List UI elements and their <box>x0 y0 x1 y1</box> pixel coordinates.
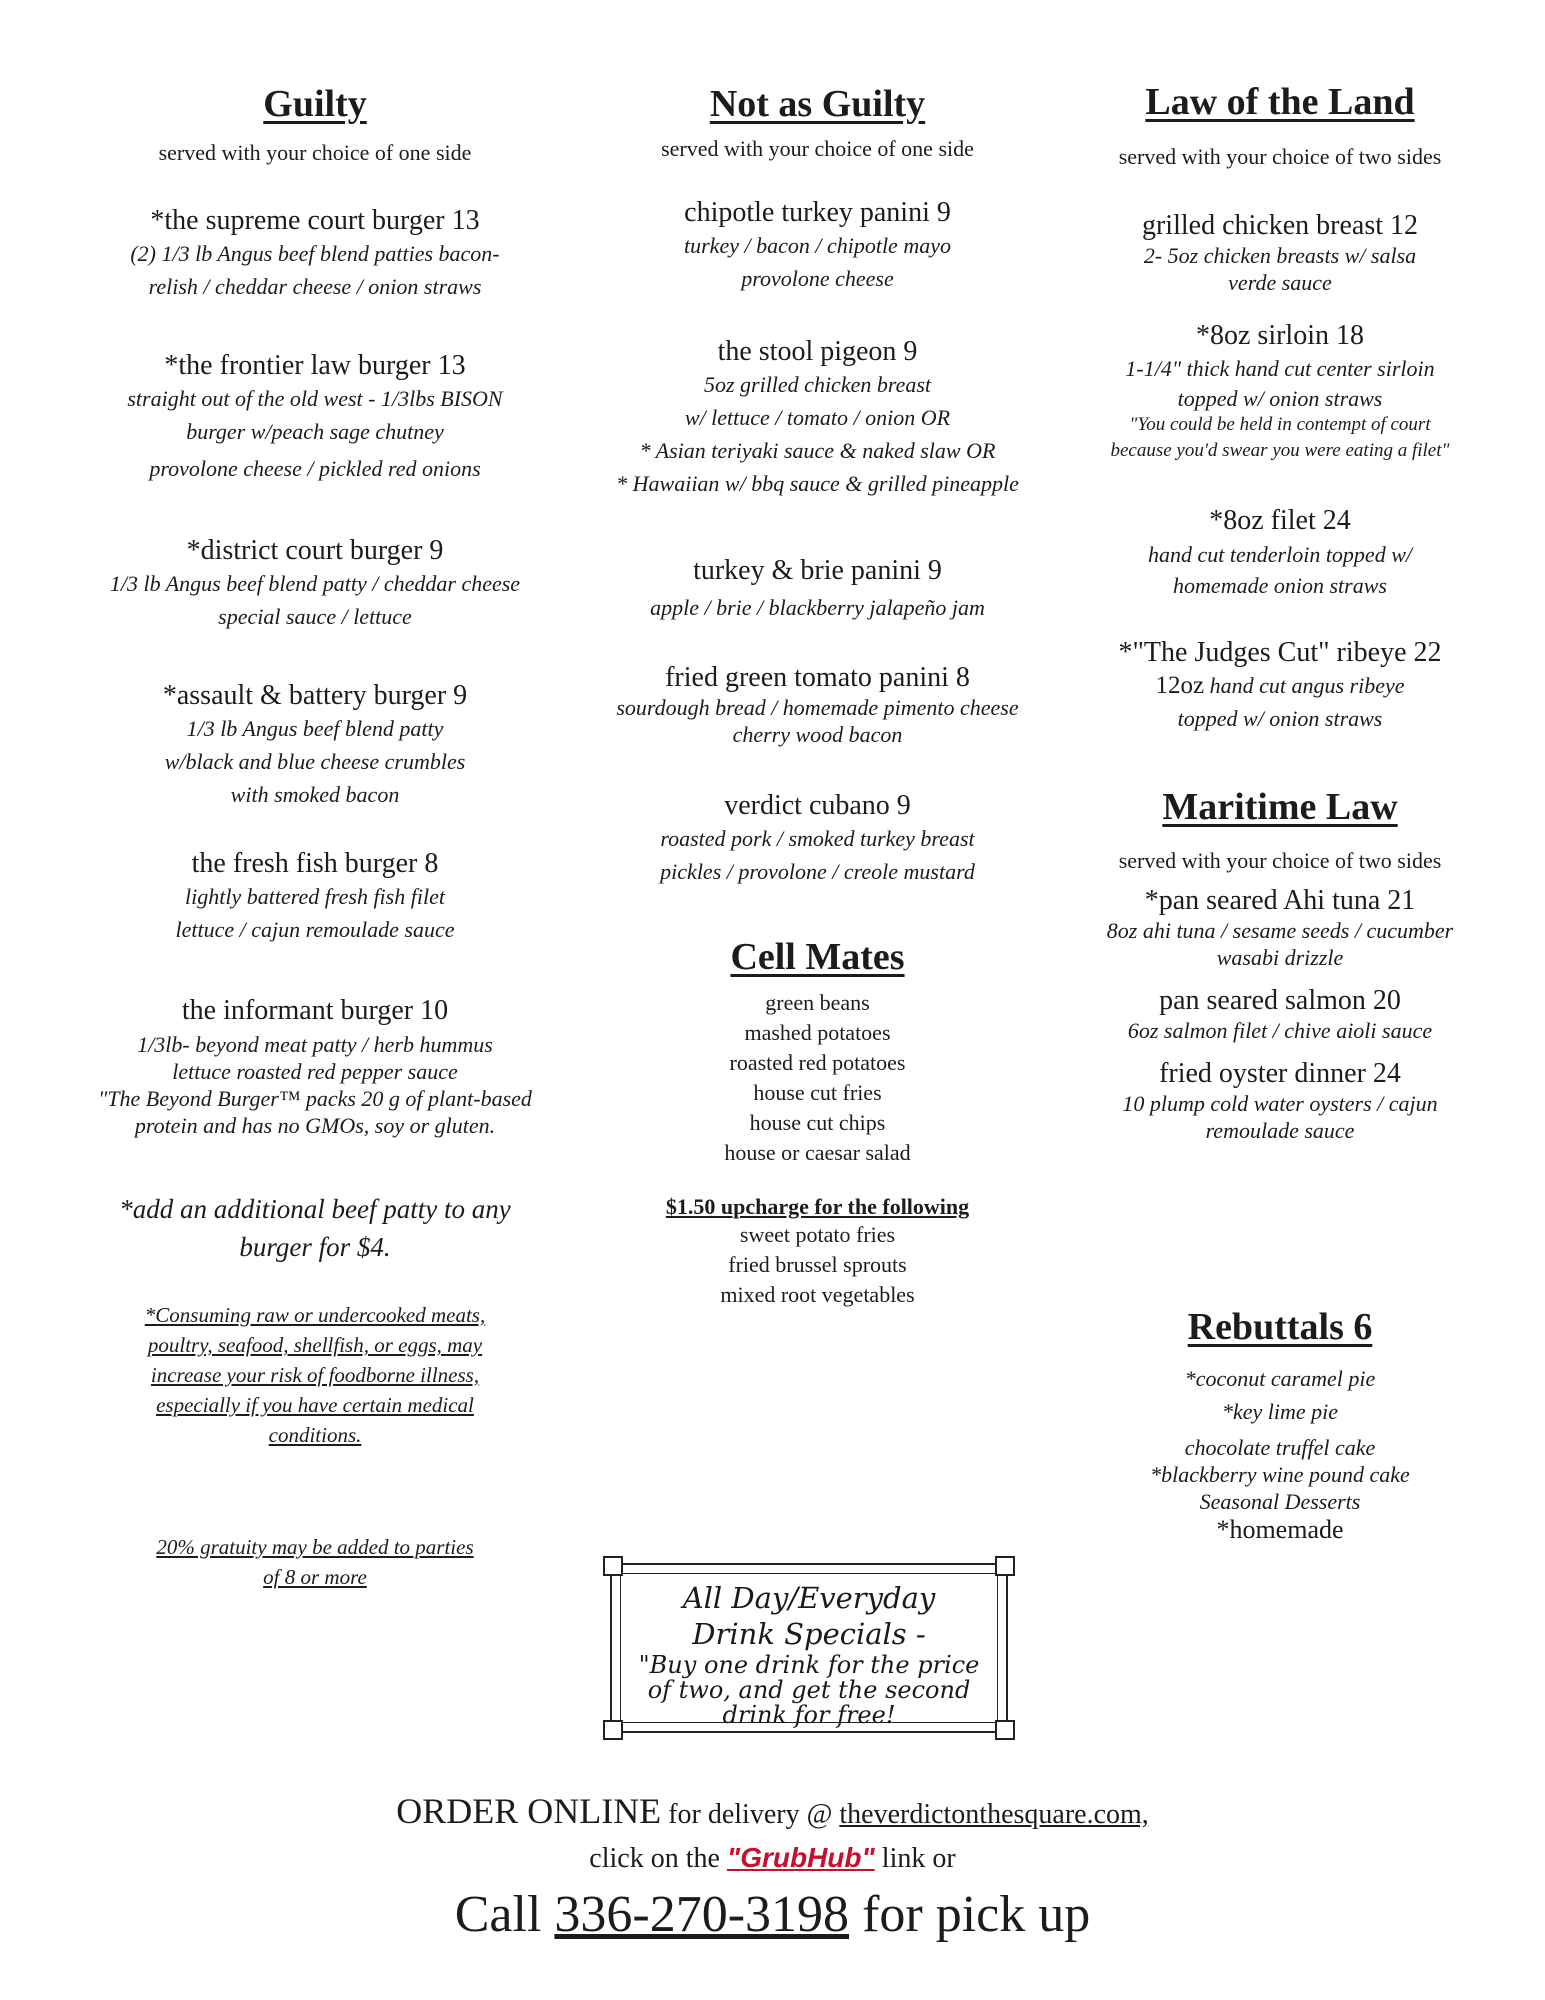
item-desc: with smoked bacon <box>230 782 400 807</box>
item-name: *pan seared Ahi tuna 21 <box>1144 885 1416 916</box>
menu-item <box>1060 320 1500 464</box>
item-desc: * Asian teriyaki sauce & naked slaw OR <box>639 438 996 463</box>
not-guilty-column <box>565 0 1070 1320</box>
item-desc-text: hand cut angus ribeye <box>1204 673 1405 698</box>
item-desc: (2) 1/3 lb Angus beef blend patties bacon- <box>130 241 500 266</box>
item-desc: 1/3lb- beyond meat patty / herb hummus <box>137 1032 493 1057</box>
item-name: fried green tomato panini 8 <box>665 662 970 693</box>
item-name: the fresh fish burger 8 <box>191 848 439 879</box>
disclaimer-line: *Consuming raw or undercooked meats, <box>144 1303 486 1327</box>
dessert-item: *coconut caramel pie <box>1184 1366 1376 1391</box>
menu-item <box>1060 637 1500 735</box>
disclaimer-line: especially if you have certain medical <box>156 1393 474 1417</box>
menu-item <box>70 848 560 946</box>
side-item: roasted red potatoes <box>729 1050 906 1075</box>
item-desc: wasabi drizzle <box>1216 945 1344 970</box>
call-line <box>0 1885 1545 1944</box>
item-desc: relish / cheddar cheese / onion straws <box>148 274 482 299</box>
item-desc: 2- 5oz chicken breasts w/ salsa <box>1143 243 1417 268</box>
item-name: *district court burger 9 <box>186 535 444 566</box>
menu-item <box>1060 210 1500 296</box>
item-name: turkey & brie panini 9 <box>693 555 942 586</box>
item-desc: straight out of the old west - 1/3lbs BISON <box>127 386 503 411</box>
side-item: green beans <box>765 990 870 1015</box>
item-name: verdict cubano 9 <box>724 790 911 821</box>
note-line: burger for $4. <box>239 1232 391 1262</box>
item-desc: roasted pork / smoked turkey breast <box>660 826 975 851</box>
item-desc: topped w/ onion straws <box>1177 386 1383 411</box>
law-land-heading: Law of the Land <box>1145 81 1415 123</box>
disclaimer-line: conditions. <box>268 1423 362 1447</box>
extra-patty-note <box>70 1190 560 1266</box>
side-item: mashed potatoes <box>744 1020 891 1045</box>
item-name: *the supreme court burger 13 <box>150 205 480 236</box>
gratuity-line: of 8 or more <box>263 1565 367 1589</box>
item-desc: special sauce / lettuce <box>218 604 412 629</box>
menu-item <box>1060 1058 1500 1144</box>
item-name: chipotle turkey panini 9 <box>684 197 951 228</box>
item-desc: turkey / bacon / chipotle mayo <box>684 233 951 258</box>
call-label: Call <box>454 1886 555 1943</box>
dessert-item: *blackberry wine pound cake <box>1150 1462 1410 1487</box>
grubhub-text: link or <box>874 1843 956 1874</box>
drink-offer-line: drink for free! <box>722 1701 896 1729</box>
item-desc: 1/3 lb Angus beef blend patty <box>186 716 444 741</box>
item-desc: w/black and blue cheese crumbles <box>164 749 466 774</box>
not-guilty-heading: Not as Guilty <box>709 83 926 125</box>
menu-item <box>70 995 560 1139</box>
side-item: house or caesar salad <box>724 1140 911 1165</box>
dessert-item: *key lime pie <box>1221 1399 1339 1424</box>
item-name: grilled chicken breast 12 <box>1141 210 1418 241</box>
item-name: *the frontier law burger 13 <box>164 350 466 381</box>
order-online-text: for delivery @ <box>661 1799 840 1830</box>
item-desc: * Hawaiian w/ bbq sauce & grilled pineapple <box>616 471 1019 496</box>
item-desc: verde sauce <box>1228 270 1332 295</box>
menu-item <box>70 680 560 811</box>
note-line: *add an additional beef patty to any <box>119 1194 511 1224</box>
item-desc: sourdough bread / homemade pimento cheese <box>616 695 1019 720</box>
desserts-list <box>1060 1362 1500 1545</box>
item-desc: burger w/peach sage chutney <box>186 419 444 444</box>
side-item: mixed root vegetables <box>720 1282 915 1307</box>
item-name: *8oz filet 24 <box>1209 505 1351 536</box>
item-desc: remoulade sauce <box>1205 1118 1355 1143</box>
item-desc: 8oz ahi tuna / sesame seeds / cucumber <box>1106 918 1454 943</box>
gratuity-note <box>70 1532 560 1592</box>
disclaimer-line: increase your risk of foodborne illness, <box>150 1363 480 1387</box>
frame-corner-ornament <box>995 1556 1015 1576</box>
item-desc: apple / brie / blackberry jalapeño jam <box>650 595 985 620</box>
menu-item <box>70 350 560 485</box>
item-desc: lettuce roasted red pepper sauce <box>172 1059 458 1084</box>
item-desc: 10 plump cold water oysters / cajun <box>1122 1091 1438 1116</box>
item-desc: "The Beyond Burger™ packs 20 g of plant-based <box>98 1086 532 1111</box>
side-item: house cut chips <box>749 1110 886 1135</box>
upcharge-heading: $1.50 upcharge for the following <box>665 1194 970 1219</box>
drink-specials-box <box>610 1563 1008 1733</box>
item-name: *assault & battery burger 9 <box>162 680 468 711</box>
homemade-note: *homemade <box>1216 1515 1344 1544</box>
item-desc: hand cut tenderloin topped w/ <box>1148 542 1412 567</box>
drink-headline: Drink Specials - <box>692 1617 926 1651</box>
menu-item <box>1060 885 1500 971</box>
item-desc: 6oz salmon filet / chive aioli sauce <box>1127 1018 1433 1043</box>
side-item: house cut fries <box>753 1080 882 1105</box>
item-desc: cherry wood bacon <box>732 722 903 747</box>
item-name: fried oyster dinner 24 <box>1159 1058 1401 1089</box>
item-name: pan seared salmon 20 <box>1159 985 1401 1016</box>
item-name: the informant burger 10 <box>181 995 449 1026</box>
item-desc: w/ lettuce / tomato / onion OR <box>684 405 951 430</box>
website-link[interactable]: theverdictonthesquare.com, <box>839 1799 1149 1830</box>
menu-item <box>565 662 1070 748</box>
not-guilty-subtitle: served with your choice of one side <box>661 136 974 161</box>
grubhub-text: click on the <box>589 1843 727 1874</box>
item-desc: homemade onion straws <box>1173 573 1387 598</box>
drink-offer-line: "Buy one drink for the price <box>638 1651 980 1679</box>
drink-offer <box>612 1653 1006 1728</box>
gratuity-line: 20% gratuity may be added to parties <box>156 1535 474 1559</box>
upcharge-sides <box>565 1194 1070 1310</box>
item-quote: because you'd swear you were eating a filet" <box>1110 440 1450 461</box>
menu-item <box>565 790 1070 888</box>
drink-offer-line: of two, and get the second <box>647 1676 971 1704</box>
side-item: sweet potato fries <box>739 1222 896 1247</box>
menu-item <box>565 197 1070 295</box>
grubhub-line <box>0 1842 1545 1875</box>
menu-item <box>1060 985 1500 1044</box>
maritime-heading: Maritime Law <box>1162 786 1398 828</box>
raw-food-disclaimer <box>70 1300 560 1450</box>
frame-corner-ornament <box>603 1556 623 1576</box>
dessert-item: Seasonal Desserts <box>1199 1489 1361 1514</box>
item-desc: 1/3 lb Angus beef blend patty / cheddar cheese <box>109 571 521 596</box>
menu-item <box>1060 505 1500 599</box>
cell-mates-heading: Cell Mates <box>730 936 905 978</box>
order-online-line <box>0 1790 1545 1832</box>
menu-item <box>565 555 1070 624</box>
item-desc <box>1060 669 1500 702</box>
order-online-label: ORDER ONLINE <box>396 1791 662 1831</box>
guilty-heading: Guilty <box>263 83 367 125</box>
law-land-column <box>1060 0 1500 1580</box>
item-desc: protein and has no GMOs, soy or gluten. <box>134 1113 496 1138</box>
weight-label: 12oz <box>1155 672 1205 699</box>
drink-headline: All Day/Everyday <box>682 1581 936 1615</box>
item-desc: provolone cheese <box>741 266 894 291</box>
menu-item <box>565 336 1070 500</box>
item-name: *8oz sirloin 18 <box>1196 320 1364 351</box>
dessert-item: chocolate truffel cake <box>1184 1435 1376 1460</box>
menu-item <box>70 535 560 633</box>
guilty-column <box>70 0 560 1620</box>
rebuttals-heading: Rebuttals 6 <box>1187 1306 1373 1348</box>
law-land-subtitle: served with your choice of two sides <box>1118 144 1442 169</box>
grubhub-link[interactable]: "GrubHub" <box>726 1842 875 1873</box>
item-quote: "You could be held in contempt of court <box>1129 414 1431 435</box>
pickup-label: for pick up <box>849 1886 1091 1943</box>
sides-list <box>565 988 1070 1168</box>
item-desc: lightly battered fresh fish filet <box>185 884 445 909</box>
guilty-subtitle: served with your choice of one side <box>158 140 472 165</box>
item-desc: lettuce / cajun remoulade sauce <box>175 917 455 942</box>
disclaimer-line: poultry, seafood, shellfish, or eggs, may <box>147 1333 483 1357</box>
item-desc: pickles / provolone / creole mustard <box>660 859 975 884</box>
maritime-subtitle: served with your choice of two sides <box>1118 848 1442 873</box>
item-name: *"The Judges Cut" ribeye 22 <box>1118 637 1442 668</box>
side-item: fried brussel sprouts <box>728 1252 907 1277</box>
menu-item <box>70 205 560 303</box>
phone-number-link[interactable]: 336-270-3198 <box>554 1886 850 1943</box>
item-desc: 1-1/4" thick hand cut center sirloin <box>1125 356 1435 381</box>
item-desc: provolone cheese / pickled red onions <box>149 456 481 481</box>
item-desc: 5oz grilled chicken breast <box>703 372 932 397</box>
item-desc: topped w/ onion straws <box>1177 706 1383 731</box>
item-name: the stool pigeon 9 <box>717 336 918 367</box>
